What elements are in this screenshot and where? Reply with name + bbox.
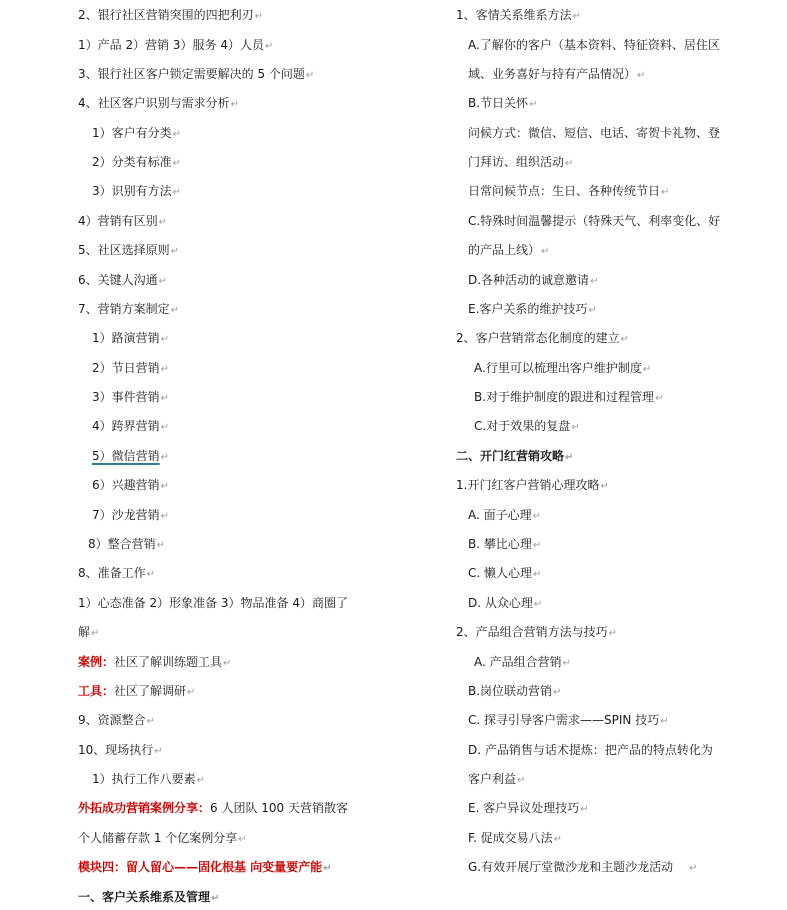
right-line-19: B. 攀比心理↵ [468,537,542,551]
right-line-11: E.客户关系的维护技巧↵ [468,302,597,316]
right-line-21: D. 从众心理↵ [468,596,543,610]
right-line-4: B.节日关怀↵ [468,96,538,110]
right-line-6: 门拜访、组织活动↵ [468,155,574,169]
left-line-9: 5、社区选择原则↵ [78,243,180,257]
right-line-2: A.了解你的客户（基本资料、特征资料、居住区 [468,38,720,52]
left-line-10: 6、关键人沟通↵ [78,273,168,287]
left-line-26: 10、现场执行↵ [78,743,163,757]
left-line-25: 9、资源整合↵ [78,713,156,727]
left-line-7: 3）识别有方法↵ [92,184,182,198]
right-line-5: 问候方式：微信、短信、电话、寄贺卡礼物、登 [468,126,721,140]
left-line-4: 4、社区客户识别与需求分析↵ [78,96,240,110]
right-line-26: D. 产品销售与话术提炼：把产品的特点转化为 [468,743,713,757]
left-line-20: 8、准备工作↵ [78,566,156,580]
tool-line: 工具：社区了解调研↵ [78,684,196,698]
case-share-line: 外拓成功营销案例分享：6 人团队 100 天营销散客 [78,801,348,815]
right-line-18: A. 面子心理↵ [468,508,542,522]
right-line-7: 日常问候节点：生日、各种传统节日↵ [468,184,670,198]
left-line-14: 3）事件营销↵ [92,390,170,404]
right-line-10: D.各种活动的诚意邀请↵ [468,273,599,287]
left-line-3: 3、银行社区客户锁定需要解决的 5 个问题↵ [78,67,315,81]
section-two-heading: 二、开门红营销攻略↵ [456,449,574,463]
case-label: 案例： [78,655,115,669]
right-line-25: C. 探寻引导客户需求——SPIN 技巧↵ [468,713,669,727]
right-line-24: B.岗位联动营销↵ [468,684,562,698]
right-line-3: 域、业务喜好与持有产品情况）↵ [468,67,646,81]
right-line-17: 1.开门红客户营销心理攻略↵ [456,478,609,492]
right-line-29: F. 促成交易八法↵ [468,831,562,845]
left-line-11: 7、营销方案制定↵ [78,302,180,316]
left-line-22: 解↵ [78,625,100,639]
right-line-20: C. 懒人心理↵ [468,566,542,580]
left-line-8: 4）营销有区别↵ [78,214,168,228]
right-line-9: 的产品上线）↵ [468,243,550,257]
left-line-5: 1）客户有分类↵ [92,126,182,140]
left-line-13: 2）节日营销↵ [92,361,170,375]
right-line-23: A. 产品组合营销↵ [474,655,572,669]
right-line-8: C.特殊时间温馨提示（特殊天气、利率变化、好 [468,214,721,228]
left-line-21: 1）心态准备 2）形象准备 3）物品准备 4）商圈了 [78,596,348,610]
left-line-29: 个人储蓄存款 1 个亿案例分享↵ [78,831,247,845]
right-line-28: E. 客户异议处理技巧↵ [468,801,589,815]
right-line-1: 1、客情关系维系方法↵ [456,8,582,22]
right-line-30: G.有效开展厅堂微沙龙和主题沙龙活动 ↵ [468,860,698,874]
tool-label: 工具： [78,684,115,698]
right-line-22: 2、产品组合营销方法与技巧↵ [456,625,618,639]
left-line-1: 2、银行社区营销突围的四把利刃↵ [78,8,264,22]
left-line-15: 4）跨界营销↵ [92,419,170,433]
right-line-13: A.行里可以梳理出客户维护制度↵ [474,361,652,375]
module-four-heading: 模块四：留人留心——固化根基 向变量要产能↵ [78,860,332,874]
right-line-12: 2、客户营销常态化制度的建立↵ [456,331,630,345]
left-line-12: 1）路演营销↵ [92,331,170,345]
left-line-18: 7）沙龙营销↵ [92,508,170,522]
case-line: 案例：社区了解训练题工具↵ [78,655,232,669]
case-share-label: 外拓成功营销案例分享： [78,801,211,815]
left-line-6: 2）分类有标准↵ [92,155,182,169]
left-line-19: 8）整合营销↵ [88,537,166,551]
right-line-15: C.对于效果的复盘↵ [474,419,580,433]
left-line-16: 5）微信营销↵ [92,449,170,463]
left-line-2: 1）产品 2）营销 3）服务 4）人员↵ [78,38,274,52]
left-line-27: 1）执行工作八要素↵ [92,772,206,786]
section-one-heading: 一、客户关系维系及管理↵ [78,890,220,904]
right-line-27: 客户利益↵ [468,772,526,786]
right-line-14: B.对于维护制度的跟进和过程管理↵ [474,390,664,404]
left-line-17: 6）兴趣营销↵ [92,478,170,492]
